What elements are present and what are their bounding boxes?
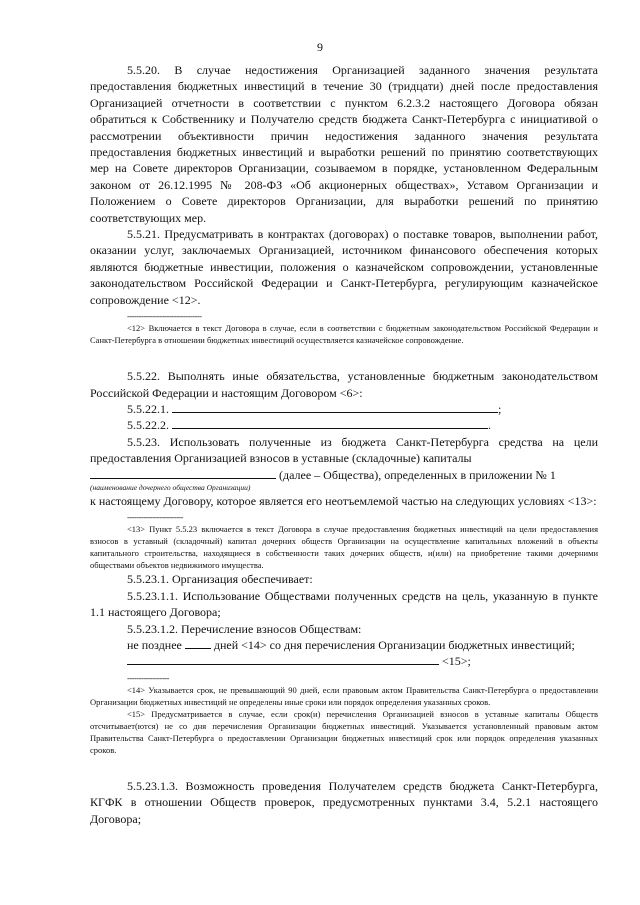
document-body <box>90 62 598 827</box>
company-name-caption: (наименование дочернего общества Организации) <box>90 482 251 492</box>
paragraph-5-5-22-1 <box>90 401 598 417</box>
page-number: 9 <box>317 40 323 54</box>
footnote-ref: <15>; <box>442 654 471 669</box>
footnote-14: <14> Указывается срок, не превышающий 90 дней, если правовым актом Правительства Санкт-Петербурга о предоставлении Организации бюджетных инвестиций не определены иные сроки или порядок определения указанных сроков. <box>90 684 598 707</box>
paragraph-5-5-23-continuation: к настоящему Договору, которое является его неотъемлемой частью на следующих условиях <13>: <box>90 493 597 508</box>
paragraph-5-5-20: 5.5.20. В случае недостижения Организацией заданного значения результата предоставления бюджетных инвестиций в течение 30 (тридцати) дней после предоставления Организацией отчетности в соответствии с пунктом 6.2.3.2 настоящего Договора обязан обратиться к Собственнику и Получателю средств бюджета Санкт-Петербурга с инициативой о рассмотрении объективности причин недостижения заданного значения результата предоставления бюджетных инвестиций и выработки решений по принятию соответствующих мер на Совете директоров Организации, созываемом в порядке, установленном Федеральным законом от 26.12.1995 № 208-ФЗ «Об акционерных обществах», Уставом Организации и Положением о Совете директоров Организации, для выработки решений по принятию соответствующих мер. <box>90 63 598 225</box>
deadline-text: дней <14> со дня перечисления Организации бюджетных инвестиций; <box>213 637 575 652</box>
paragraph-5-5-23: 5.5.23. Использовать полученные из бюджета Санкт-Петербурга средства на цели предоставления Организацией взносов в уставные (складочные) капиталы <box>90 434 598 466</box>
paragraph-5-5-23-company-line <box>90 467 598 483</box>
footnote-15: <15> Предусматривается в случае, если срок(и) перечисления Организацией взносов в уставные капиталы Обществ отсчитывает(ются) не со дня перечисления Организации бюджетных инвестиций. Указывается установленный правовым актом Правительства Санкт-Петербурга о предоставлении Организации бюджетных инвестиций срок или порядок определения указанных сроков. <box>90 708 598 755</box>
footnote-separator: ------------------------ <box>127 512 183 523</box>
paragraph-5-5-23-1-3: 5.5.23.1.3. Возможность проведения Получателем средств бюджета Санкт-Петербурга, КГФК в отношении Обществ проверок, предусмотренных пунктами 3.4, 5.2.1 настоящего Договора; <box>90 778 598 826</box>
deadline-prefix: не позднее <box>127 637 182 652</box>
paragraph-deadline <box>90 637 598 653</box>
alternative-deadline-blank <box>127 653 439 665</box>
fill-in-blank <box>172 401 498 413</box>
punctuation: ; <box>498 401 502 416</box>
item-number: 5.5.22.1. <box>127 401 169 416</box>
days-blank <box>185 637 211 649</box>
footnote-13: <13> Пункт 5.5.23 включается в текст Договора в случае предоставления бюджетных инвестиций на цели предоставления взносов в уставный (складочный) капитал дочерних обществ Организации на осуществление капитальных вложений в объекты капитального строительства, находящиеся в собственности таких дочерних обществ, и(или) на приобретение такими дочерними обществами объектов недвижимого имущества. <box>90 524 598 571</box>
paragraph-5-5-23-1-1: 5.5.23.1.1. Использование Обществами полученных средств на цель, указанную в пункте 1.1 настоящего Договора; <box>90 588 598 620</box>
paragraph-5-5-21: 5.5.21. Предусматривать в контрактах (договорах) о поставке товаров, выполнении работ, оказании услуг, заключаемых Организацией, источником финансового обеспечения которых являются бюджетные инвестиции, положения о казначейском сопровождении, установленные законодательством Российской Федерации и Санкт-Петербурга, регулирующим казначейское сопровождение <12>. <box>90 227 598 307</box>
paragraph-5-5-22-2 <box>90 417 598 433</box>
paragraph-5-5-23-1: 5.5.23.1. Организация обеспечивает: <box>127 572 313 587</box>
company-definition-text: (далее – Общества), определенных в приложении № 1 <box>279 467 556 482</box>
footnote-separator: -------------------------------- <box>127 311 202 322</box>
paragraph-5-5-22: 5.5.22. Выполнять иные обязательства, установленные бюджетным законодательством Российской Федерации и настоящим Договором <6>: <box>90 369 598 400</box>
fill-in-blank <box>172 417 488 429</box>
paragraph-deadline-alternative <box>90 653 598 669</box>
footnote-separator: ------------------ <box>127 672 169 683</box>
punctuation: . <box>488 418 491 433</box>
item-number: 5.5.22.2. <box>127 418 169 433</box>
company-name-blank <box>90 467 276 479</box>
footnote-12: <12> Включается в текст Договора в случае, если в соответствии с бюджетным законодательством Российской Федерации и Санкт-Петербурга в отношении бюджетных инвестиций осуществляется казначейское сопровождение. <box>90 323 598 346</box>
paragraph-5-5-23-1-2: 5.5.23.1.2. Перечисление взносов Обществам: <box>127 621 362 636</box>
